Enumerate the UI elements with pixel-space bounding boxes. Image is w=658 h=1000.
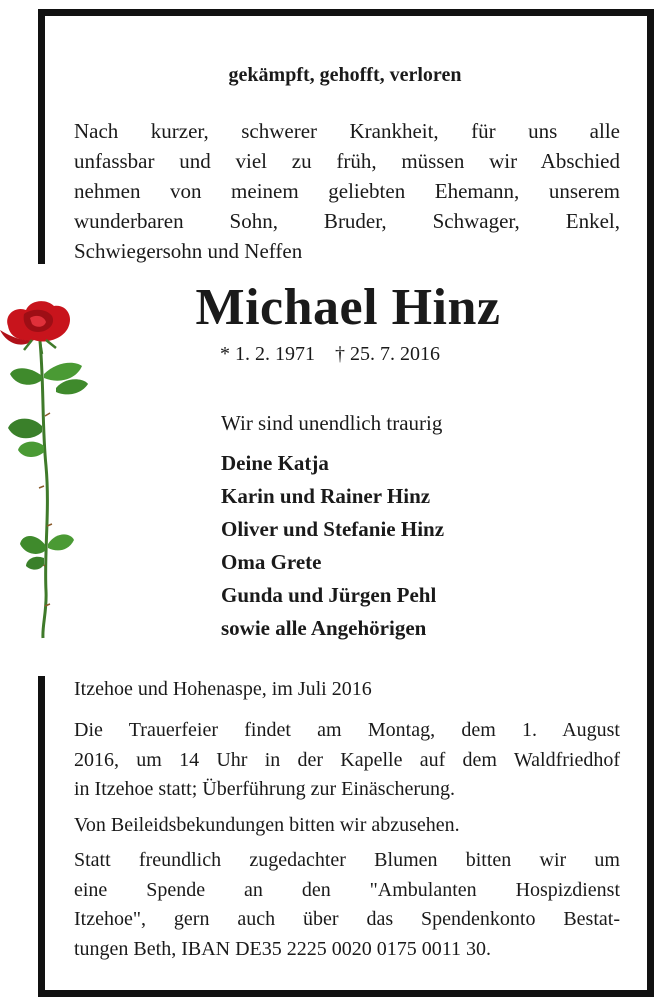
intro-line: Nach kurzer, schwerer Krankheit, für uns alle bbox=[74, 119, 620, 143]
donation-line: Itzehoe", gern auch über das Spendenkonto Bestat- bbox=[74, 908, 620, 930]
donation-line: Statt freundlich zugedachter Blumen bitten wir um bbox=[74, 849, 620, 871]
intro-line: unfassbar und viel zu früh, müssen wir Abschied bbox=[74, 149, 620, 173]
family-member: Oliver und Stefanie Hinz bbox=[221, 517, 445, 541]
condolence-note: Von Beileidsbekundungen bitten wir abzusehen. bbox=[74, 814, 460, 836]
funeral-info bbox=[74, 716, 620, 805]
family-member: Oma Grete bbox=[221, 550, 322, 574]
life-dates bbox=[220, 340, 440, 368]
birth-date: * 1. 2. 1971 bbox=[220, 343, 315, 365]
place-date: Itzehoe und Hohenaspe, im Juli 2016 bbox=[74, 678, 372, 700]
border-left-upper bbox=[38, 9, 45, 264]
intro-line: wunderbaren Sohn, Bruder, Schwager, Enkel, bbox=[74, 209, 620, 233]
family-member: Deine Katja bbox=[221, 451, 329, 475]
border-right bbox=[647, 9, 654, 997]
donation-info bbox=[74, 846, 620, 964]
family-member: sowie alle Angehörigen bbox=[221, 616, 427, 640]
family-member: Gunda und Jürgen Pehl bbox=[221, 583, 437, 607]
border-left-lower bbox=[38, 676, 45, 997]
intro-line: Schwiegersohn und Neffen bbox=[74, 239, 303, 263]
intro-line: nehmen von meinem geliebten Ehemann, unserem bbox=[74, 179, 620, 203]
rose-icon bbox=[0, 296, 100, 641]
border-top bbox=[38, 9, 654, 16]
mourning-line: Wir sind unendlich traurig bbox=[221, 411, 443, 435]
funeral-line: in Itzehoe statt; Überführung zur Einäscherung. bbox=[74, 778, 455, 800]
motto: gekämpft, gehofft, verloren bbox=[228, 64, 462, 86]
death-date: † 25. 7. 2016 bbox=[335, 343, 440, 365]
funeral-line: 2016, um 14 Uhr in der Kapelle auf dem Waldfriedhof bbox=[74, 748, 620, 771]
funeral-line: Die Trauerfeier findet am Montag, dem 1. August bbox=[74, 719, 620, 741]
family-list bbox=[221, 447, 444, 645]
donation-line: eine Spende an den "Ambulanten Hospizdienst bbox=[74, 878, 620, 901]
family-member: Karin und Rainer Hinz bbox=[221, 484, 431, 508]
deceased-name: Michael Hinz bbox=[195, 279, 501, 336]
donation-line: tungen Beth, IBAN DE35 2225 0020 0175 0011 30. bbox=[74, 937, 492, 960]
intro-text bbox=[74, 116, 620, 266]
border-bottom bbox=[38, 990, 654, 997]
